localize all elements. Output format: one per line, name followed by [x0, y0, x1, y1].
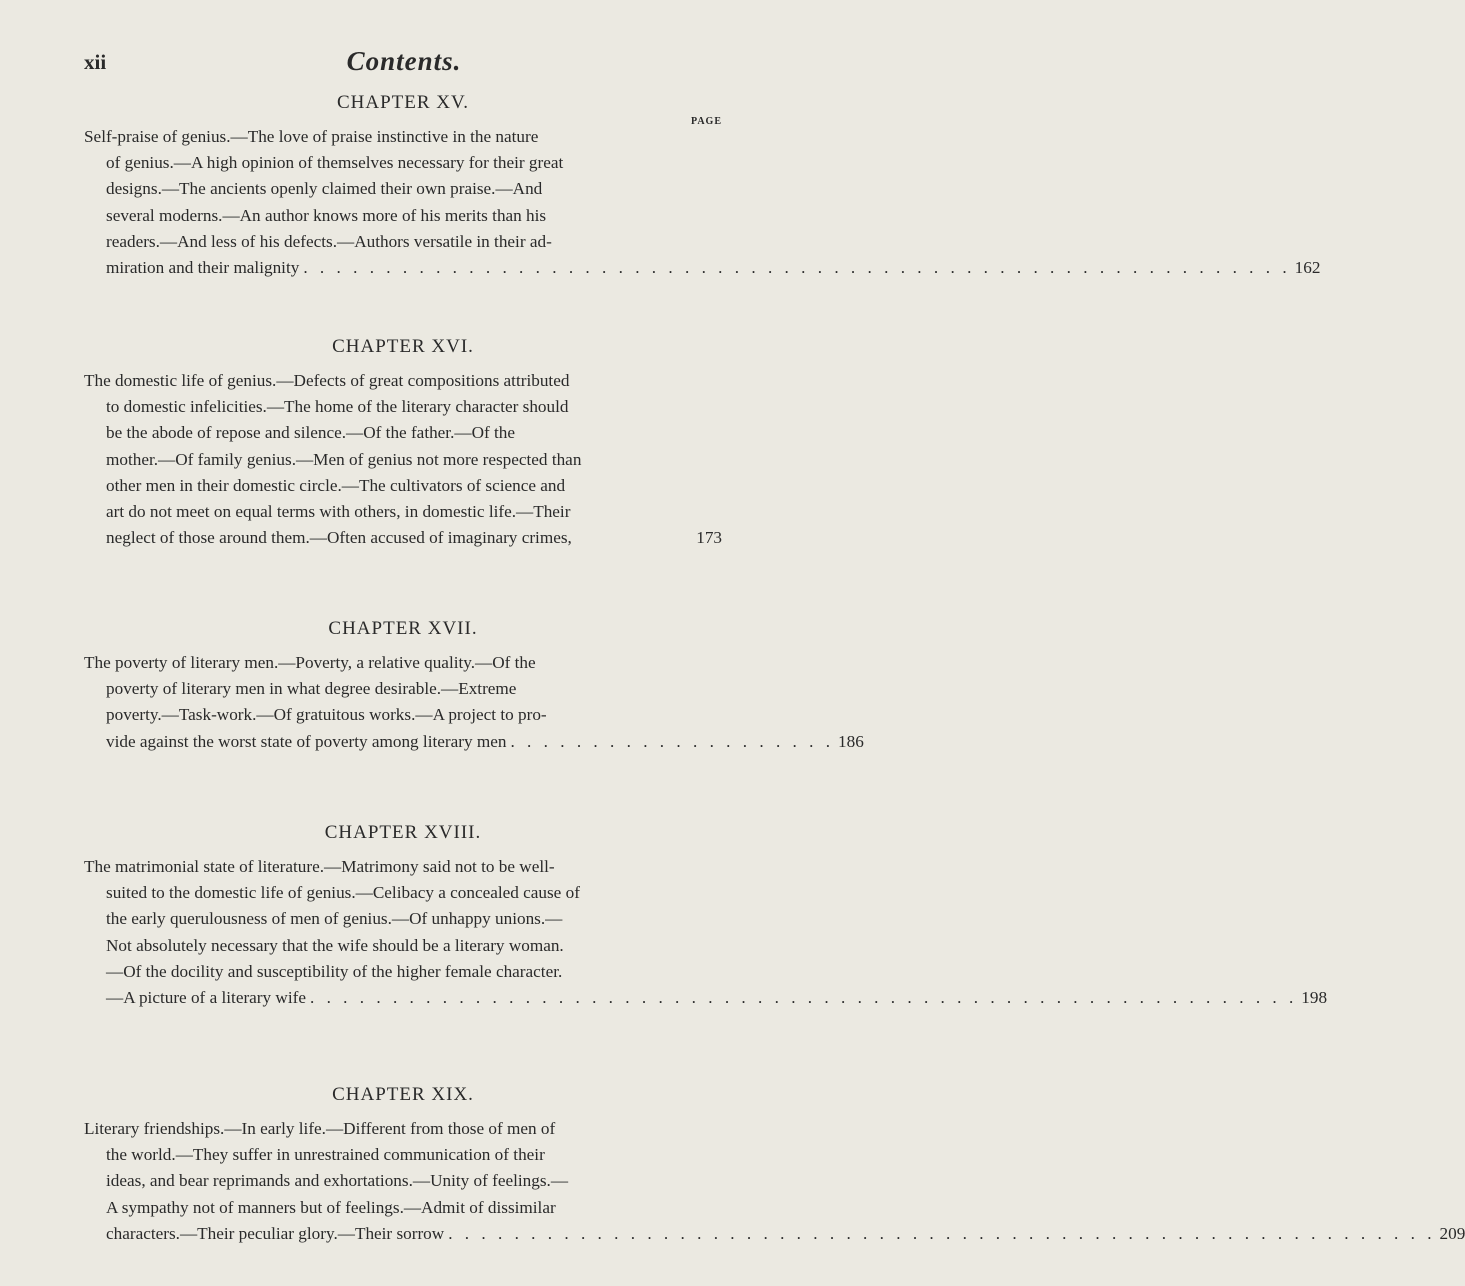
chapter-heading: CHAPTER XV.: [336, 92, 470, 113]
summary-last-line: [84, 525, 722, 551]
summary-last-line: [84, 729, 864, 755]
summary-last-line: [84, 985, 1328, 1011]
summary-line: —A picture of a literary wife: [106, 988, 306, 1008]
summary-line: poverty.—Task-work.—Of gratuitous works.—A project to pro-: [106, 705, 547, 725]
page-reference: 198: [1301, 988, 1328, 1008]
summary-line: the world.—They suffer in unrestrained communication of their: [106, 1145, 545, 1165]
summary-line: —Of the docility and susceptibility of the higher female character.: [106, 961, 563, 981]
dot-leader: . . . . . . . . . . . . . . . . . . . . . . . . . . . . . . . . . . . . . . . . . . . . . . . . . . . . . . . . . . . .: [309, 988, 1298, 1008]
chapter-heading: CHAPTER XVI.: [332, 336, 474, 357]
summary-last-line: [84, 255, 1321, 281]
summary-line: The domestic life of genius.—Defects of great compositions attributed: [84, 371, 570, 390]
chapter-entry: [84, 1084, 1465, 1247]
dot-leader: . . . . . . . . . . . . . . . . . . . .: [510, 731, 835, 751]
chapter-entry: [84, 336, 722, 551]
summary-line: characters.—Their peculiar glory.—Their sorrow: [106, 1223, 445, 1243]
page-reference: 162: [1294, 258, 1321, 278]
summary-line: neglect of those around them.—Often accused of imaginary crimes,: [106, 528, 572, 548]
dot-leader: . . . . . . . . . . . . . . . . . . . . . . . . . . . . . . . . . . . . . . . . . . . . . . . . . . . . . . . . . . . .: [303, 258, 1291, 278]
chapter-entry: [84, 822, 1328, 1011]
summary-line: The matrimonial state of literature.—Matrimony said not to be well-: [84, 857, 555, 876]
summary-line: art do not meet on equal terms with others, in domestic life.—Their: [106, 502, 571, 522]
chapter-summary: [84, 854, 1328, 1011]
page-number: xii: [84, 50, 107, 74]
page-reference: 186: [838, 731, 864, 751]
summary-line: mother.—Of family genius.—Men of genius not more respected than: [106, 449, 582, 469]
summary-line: designs.—The ancients openly claimed their own praise.—And: [106, 179, 543, 199]
summary-line: miration and their malignity: [106, 258, 300, 278]
summary-line: Self-praise of genius.—The love of praise instinctive in the nature: [84, 127, 539, 146]
summary-line: A sympathy not of manners but of feelings.—Admit of dissimilar: [106, 1197, 556, 1217]
summary-line: other men in their domestic circle.—The cultivators of science and: [106, 475, 566, 495]
summary-line: vide against the worst state of poverty among literary men: [106, 731, 507, 751]
dot-leader: . . . . . . . . . . . . . . . . . . . . . . . . . . . . . . . . . . . . . . . . . . . . . . . . . . . . . . . . . . . .: [448, 1223, 1436, 1243]
summary-line: to domestic infelicities.—The home of the literary character should: [106, 397, 569, 417]
summary-line: ideas, and bear reprimands and exhortations.—Unity of feelings.—: [106, 1171, 569, 1191]
summary-line: readers.—And less of his defects.—Authors versatile in their ad-: [106, 231, 552, 251]
chapter-entry: [84, 618, 864, 755]
chapter-summary: [84, 650, 864, 755]
running-title: Contents.: [346, 46, 462, 76]
chapter-heading: CHAPTER XVIII.: [324, 822, 482, 843]
page-reference: 209: [1439, 1223, 1465, 1243]
chapter-summary: [84, 368, 722, 551]
summary-line: suited to the domestic life of genius.—Celibacy a concealed cause of: [106, 883, 580, 903]
summary-line: Literary friendships.—In early life.—Different from those of men of: [84, 1119, 556, 1138]
page-column-label: PAGE: [690, 116, 722, 127]
chapter-heading: CHAPTER XIX.: [332, 1084, 474, 1105]
summary-last-line: [84, 1221, 1465, 1247]
summary-line: The poverty of literary men.—Poverty, a relative quality.—Of the: [84, 653, 536, 672]
summary-line: the early querulousness of men of genius.—Of unhappy unions.—: [106, 909, 563, 929]
chapter-entry: [84, 92, 1321, 281]
running-head: [84, 46, 724, 86]
summary-line: of genius.—A high opinion of themselves necessary for their great: [106, 153, 564, 173]
summary-line: be the abode of repose and silence.—Of the father.—Of the: [106, 423, 515, 443]
page-reference: 173: [696, 528, 722, 548]
chapter-heading: CHAPTER XVII.: [328, 618, 478, 639]
chapter-summary: [84, 124, 1321, 281]
chapter-summary: [84, 1116, 1465, 1247]
summary-line: Not absolutely necessary that the wife should be a literary woman.: [106, 935, 564, 955]
summary-line: poverty of literary men in what degree desirable.—Extreme: [106, 679, 517, 699]
summary-line: several moderns.—An author knows more of his merits than his: [106, 205, 547, 225]
